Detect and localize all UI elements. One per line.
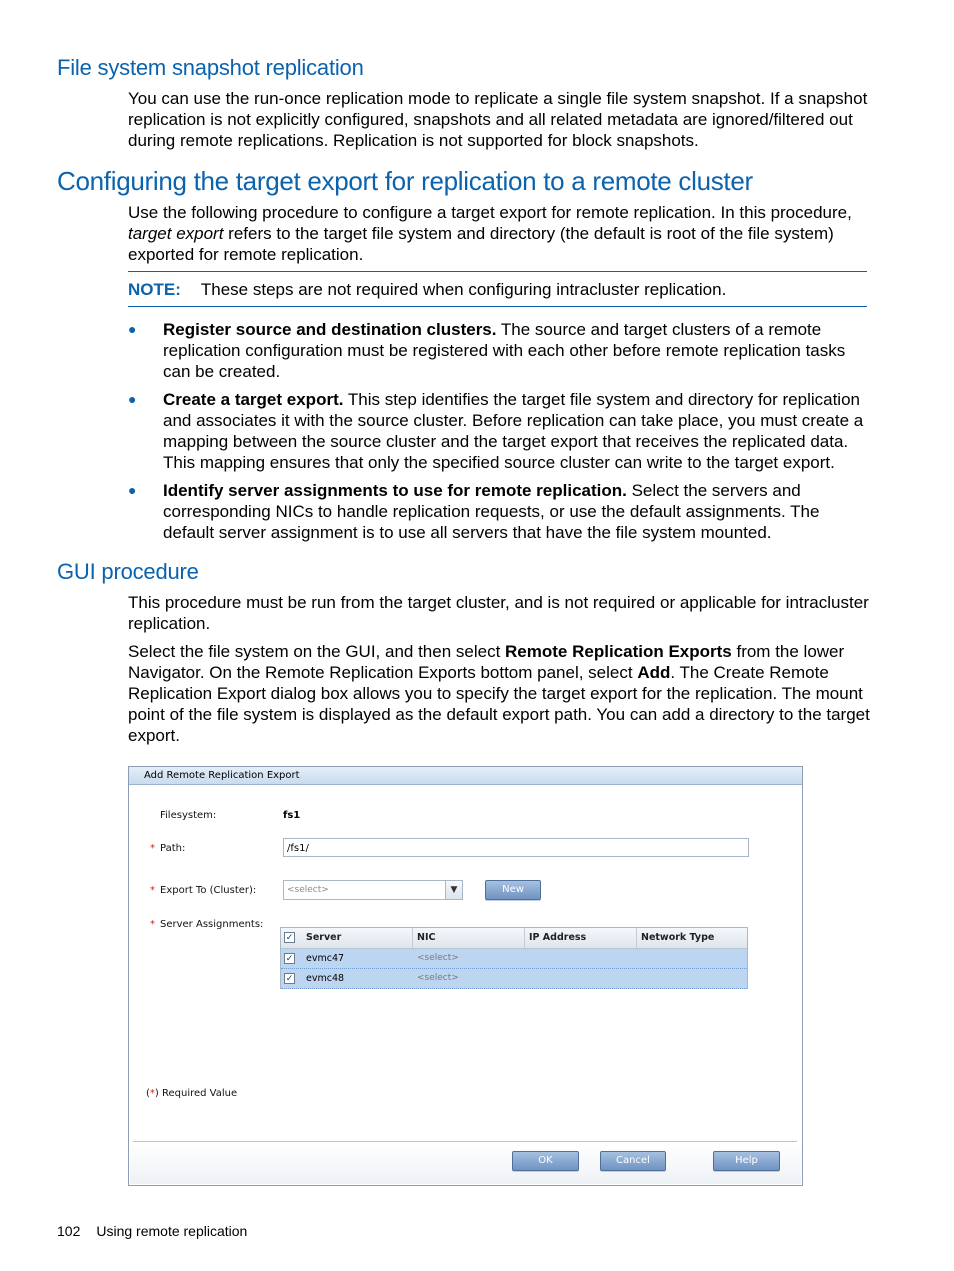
cancel-button[interactable]: Cancel [600, 1151, 666, 1171]
column-header-network-type[interactable]: Network Type [636, 928, 747, 948]
list-item [128, 319, 870, 382]
table-row[interactable] [281, 949, 747, 969]
section-heading-gui-procedure: GUI procedure [57, 559, 199, 584]
export-to-placeholder: <select> [287, 885, 329, 895]
target-export-intro [128, 202, 870, 265]
gui-paragraph-2 [128, 641, 870, 746]
add-remote-replication-export-dialog [128, 766, 803, 1186]
bullet-text: This step identifies the target file system and directory for replication and associates it with the source cluster. Before replication can take place, you must create a mapping between the source cluster and the target export that receives the replicated data. This mapping ensures that only the specified source cluster can write to the target export. [163, 390, 864, 472]
cell-nic-select[interactable]: <select> [417, 953, 459, 963]
chevron-down-icon[interactable]: ▼ [445, 881, 462, 899]
column-header-ip-address[interactable]: IP Address [524, 928, 635, 948]
list-item [128, 389, 870, 473]
list-item [128, 480, 870, 543]
required-star-icon: * [150, 885, 155, 896]
path-label [150, 843, 185, 854]
bullet-bold: Register source and destination clusters. [163, 320, 497, 339]
gui-paragraph-1: This procedure must be run from the target cluster, and is not required or applicable for intracluster replication. [128, 593, 869, 633]
bullet-icon: ● [128, 482, 137, 498]
new-cluster-button[interactable]: New [485, 880, 541, 900]
cell-server: evmc47 [306, 953, 345, 964]
bullet-text: Select the servers and corresponding NICs to handle replication requests, or use the default assignments. The default server assignment is to use all servers that have the file system mounted. [163, 481, 820, 542]
bullet-icon: ● [128, 391, 137, 407]
required-note-text: Required Value [162, 1088, 238, 1099]
export-to-label [150, 885, 256, 896]
required-star-icon: * [149, 1088, 155, 1099]
row-checkbox[interactable]: ✓ [285, 954, 294, 964]
page-footer [57, 1223, 247, 1239]
cell-server: evmc48 [306, 973, 345, 984]
note-block [128, 279, 726, 300]
gui-bold-d: Add [637, 663, 671, 682]
filesystem-label: Filesystem: [160, 810, 217, 821]
path-label-text: Path: [160, 843, 186, 854]
dialog-footer [130, 1143, 801, 1184]
gui-bold-b: Remote Replication Exports [505, 642, 732, 661]
bullet-text: The source and target clusters of a remote replication configuration must be registered with each other before remote replication tasks can be created. [163, 320, 846, 381]
intro-italic: target export [128, 224, 224, 243]
column-header-server[interactable]: Server [306, 932, 342, 943]
intro-text-1: Use the following procedure to configure a target export for remote replication. In this procedure, [128, 203, 852, 222]
required-value-note: (*) Required Value [146, 1088, 238, 1099]
table-row[interactable] [281, 969, 747, 989]
column-header-nic[interactable]: NIC [412, 928, 524, 948]
row-checkbox[interactable]: ✓ [285, 974, 294, 984]
snapshot-paragraph: You can use the run-once replication mode to replicate a single file system snapshot. If a snapshot replication is not explicitly configured, snapshots and all related metadata are ignored/filtered out during remote replications. Replication is not supported for block snapshots. [128, 89, 868, 150]
gui-text-a: Select the file system on the GUI, and then select [128, 642, 506, 661]
cell-nic-select[interactable]: <select> [417, 973, 459, 983]
note-label: NOTE: [128, 280, 181, 299]
table-header [281, 928, 747, 949]
intro-text-2: refers to the target file system and directory (the default is root of the file system) exported for remote replication. [128, 224, 834, 264]
export-to-label-text: Export To (Cluster): [160, 885, 257, 896]
server-assignments-label [150, 919, 263, 930]
required-star-icon: * [150, 843, 155, 854]
select-all-checkbox[interactable]: ✓ [285, 933, 294, 943]
bullet-icon: ● [128, 321, 137, 337]
bullet-bold: Create a target export. [163, 390, 344, 409]
gui-text-c: from the lower Navigator. On the Remote Replication Exports bottom panel, select [128, 642, 845, 682]
note-top-rule [128, 271, 867, 272]
dialog-title: Add Remote Replication Export [129, 767, 802, 785]
dialog-footer-divider [133, 1141, 797, 1142]
server-assignments-label-text: Server Assignments: [160, 919, 264, 930]
section-heading-snapshot: File system snapshot replication [57, 55, 364, 80]
filesystem-value: fs1 [283, 810, 301, 821]
chapter-title: Using remote replication [96, 1223, 248, 1239]
help-button[interactable]: Help [713, 1151, 780, 1171]
ok-button[interactable]: OK [512, 1151, 579, 1171]
section-heading-target-export: Configuring the target export for replication to a remote cluster [57, 166, 753, 196]
server-assignments-table [280, 927, 748, 989]
note-text: These steps are not required when configuring intracluster replication. [200, 280, 727, 299]
export-to-select[interactable] [283, 880, 463, 900]
gui-text-e: . The Create Remote Replication Export dialog box allows you to specify the target export for the replication. The mount point of the file system is displayed as the default export path. You can add a directory to the target export. [128, 663, 870, 745]
note-bottom-rule [128, 306, 867, 307]
page-number: 102 [57, 1223, 81, 1239]
path-input[interactable]: /fs1/ [283, 838, 749, 857]
bullet-bold: Identify server assignments to use for remote replication. [163, 481, 627, 500]
required-star-icon: * [150, 919, 155, 930]
